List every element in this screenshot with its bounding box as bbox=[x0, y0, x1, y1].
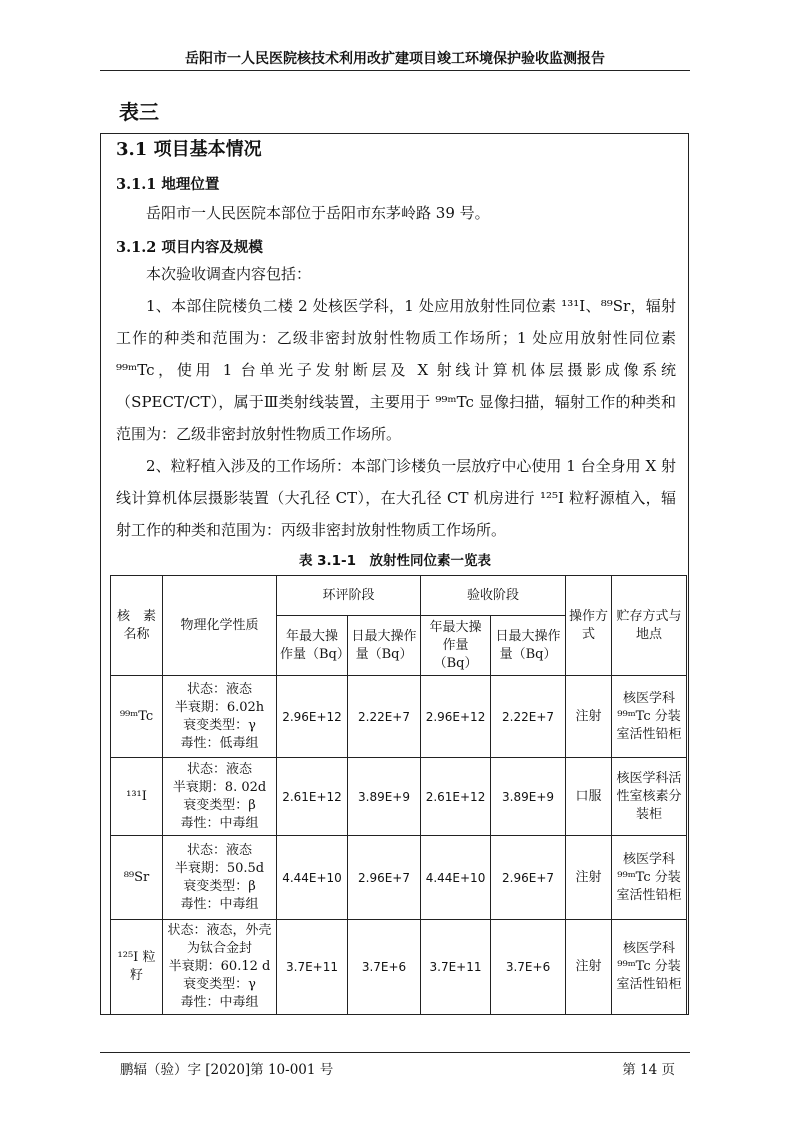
table-row bbox=[111, 758, 687, 836]
table-label: 表三 bbox=[119, 100, 159, 124]
cell-accept-year: 3.7E+11 bbox=[421, 920, 491, 1015]
cell-storage: 核医学科⁹⁹ᵐTc 分装室活性铅柜 bbox=[612, 836, 687, 920]
header-eia-year: 年最大操作量（Bq） bbox=[277, 616, 348, 676]
cell-accept-day: 2.22E+7 bbox=[491, 676, 566, 758]
subsection-scope-title: 3.1.2 项目内容及规模 bbox=[116, 239, 263, 256]
cell-accept-year: 4.44E+10 bbox=[421, 836, 491, 920]
table-row bbox=[111, 836, 687, 920]
header-accept: 验收阶段 bbox=[421, 576, 566, 616]
cell-eia-day: 2.22E+7 bbox=[348, 676, 421, 758]
document-number: 鹏辐（验）字 [2020]第 10-001 号 bbox=[120, 1062, 334, 1078]
location-text: 岳阳市一人民医院本部位于岳阳市东茅岭路 39 号。 bbox=[146, 204, 490, 222]
cell-nuclide: ⁸⁹Sr bbox=[111, 836, 163, 920]
cell-op: 注射 bbox=[566, 920, 612, 1015]
cell-props: 状态：液态，外壳为钛合金封 半衰期：60.12 d 衰变类型：γ 毒性：中毒组 bbox=[163, 920, 277, 1015]
cell-op: 注射 bbox=[566, 676, 612, 758]
page-number: 第 14 页 bbox=[622, 1062, 675, 1078]
cell-eia-day: 3.7E+6 bbox=[348, 920, 421, 1015]
cell-accept-year: 2.61E+12 bbox=[421, 758, 491, 836]
scope-item-2: 2、粒籽植入涉及的工作场所：本部门诊楼负一层放疗中心使用 1 台全身用 X 射线计算机体层摄影装置（大孔径 CT），在大孔径 CT 机房进行 ¹²⁵I 粒籽源植入，辐射工作的种类和范围为：丙级非密封放射性物质工作场所。 bbox=[116, 457, 676, 539]
header-op: 操作方式 bbox=[566, 576, 612, 676]
header-rule bbox=[100, 70, 690, 71]
cell-nuclide: ⁹⁹ᵐTc bbox=[111, 676, 163, 758]
subsection-location-title: 3.1.1 地理位置 bbox=[116, 176, 220, 193]
cell-accept-day: 3.7E+6 bbox=[491, 920, 566, 1015]
cell-accept-day: 2.96E+7 bbox=[491, 836, 566, 920]
cell-eia-day: 3.89E+9 bbox=[348, 758, 421, 836]
cell-props: 状态：液态 半衰期：8. 02d 衰变类型：β 毒性：中毒组 bbox=[163, 758, 277, 836]
cell-nuclide: ¹³¹I bbox=[111, 758, 163, 836]
cell-props: 状态：液态 半衰期：50.5d 衰变类型：β 毒性：中毒组 bbox=[163, 836, 277, 920]
cell-storage: 核医学科活性室核素分装柜 bbox=[612, 758, 687, 836]
cell-eia-year: 3.7E+11 bbox=[277, 920, 348, 1015]
cell-eia-year: 2.96E+12 bbox=[277, 676, 348, 758]
page-footer bbox=[120, 1058, 675, 1078]
header-nuclide: 核 素名称 bbox=[111, 576, 163, 676]
section-title: 3.1 项目基本情况 bbox=[116, 139, 262, 160]
table-caption: 表 3.1-1 放射性同位素一览表 bbox=[298, 553, 492, 569]
header-accept-year: 年最大操作量（Bq） bbox=[421, 616, 491, 676]
cell-storage: 核医学科⁹⁹ᵐTc 分装室活性铅柜 bbox=[612, 676, 687, 758]
footer-rule bbox=[100, 1052, 690, 1053]
isotope-table bbox=[110, 575, 687, 1015]
header-accept-day: 日最大操作量（Bq） bbox=[491, 616, 566, 676]
header-props: 物理化学性质 bbox=[163, 576, 277, 676]
cell-nuclide: ¹²⁵I 粒籽 bbox=[111, 920, 163, 1015]
cell-accept-year: 2.96E+12 bbox=[421, 676, 491, 758]
cell-props: 状态：液态 半衰期：6.02h 衰变类型：γ 毒性：低毒组 bbox=[163, 676, 277, 758]
header-eia-day: 日最大操作量（Bq） bbox=[348, 616, 421, 676]
header-eia: 环评阶段 bbox=[277, 576, 421, 616]
cell-eia-day: 2.96E+7 bbox=[348, 836, 421, 920]
cell-op: 注射 bbox=[566, 836, 612, 920]
cell-eia-year: 2.61E+12 bbox=[277, 758, 348, 836]
cell-op: 口服 bbox=[566, 758, 612, 836]
cell-storage: 核医学科⁹⁹ᵐTc 分装室活性铅柜 bbox=[612, 920, 687, 1015]
table-row bbox=[111, 676, 687, 758]
cell-eia-year: 4.44E+10 bbox=[277, 836, 348, 920]
cell-accept-day: 3.89E+9 bbox=[491, 758, 566, 836]
scope-item-1: 1、本部住院楼负二楼 2 处核医学科，1 处应用放射性同位素 ¹³¹I、⁸⁹Sr，辐射工作的种类和范围为：乙级非密封放射性物质工作场所；1 处应用放射性同位素 ⁹⁹ᵐTc，使用 1 台单光子发射断层及 X 射线计算机体层摄影成像系统（SPECT/CT），属于Ⅲ类射线装置，主要用于 ⁹⁹ᵐTc 显像扫描，辐射工作的种类和范围为：乙级非密封放射性物质工作场所。 bbox=[116, 297, 676, 443]
header-storage: 贮存方式与地点 bbox=[612, 576, 687, 676]
report-header: 岳阳市一人民医院核技术利用改扩建项目竣工环境保护验收监测报告 bbox=[185, 51, 605, 67]
scope-intro: 本次验收调查内容包括： bbox=[146, 265, 312, 283]
table-row bbox=[111, 920, 687, 1015]
